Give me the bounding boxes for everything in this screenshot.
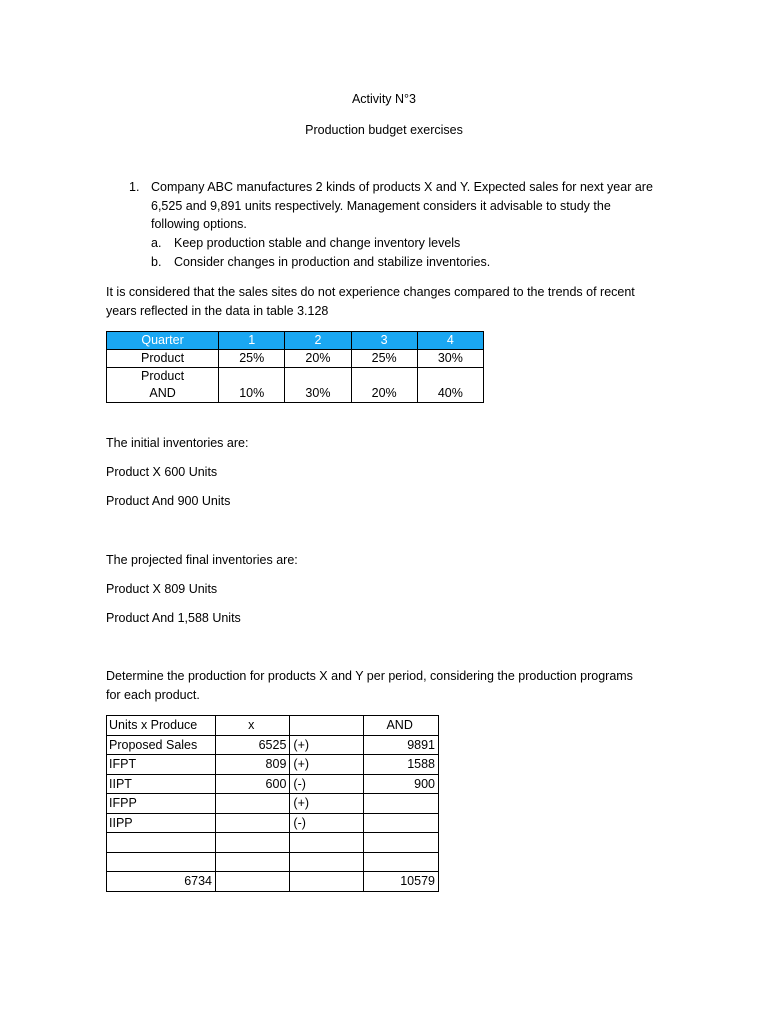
paragraph1-line-2: years reflected in the data in table 3.128 [106, 304, 329, 318]
table-row [107, 350, 484, 368]
table-cell [290, 833, 364, 853]
table-cell: 10579 [364, 872, 439, 892]
table-cell [107, 368, 219, 403]
table-header-row [107, 332, 484, 350]
table-cell: (+) [290, 794, 364, 814]
initial-y: Product And 900 Units [106, 494, 231, 508]
table-cell [364, 852, 439, 872]
table-header-cell [290, 716, 364, 736]
initial-heading: The initial inventories are: [106, 436, 249, 450]
table-cell [216, 833, 290, 853]
page-subtitle: Production budget exercises [305, 123, 463, 137]
table-cell: IFPP [107, 794, 216, 814]
table-row [107, 833, 439, 853]
table-cell [290, 852, 364, 872]
table-cell: 809 [216, 755, 290, 775]
table-cell: 900 [364, 774, 439, 794]
table-row [107, 368, 484, 403]
table-cell: Proposed Sales [107, 735, 216, 755]
table-cell [364, 833, 439, 853]
table-cell: IIPP [107, 813, 216, 833]
table-header-row [107, 716, 439, 736]
table-cell: IIPT [107, 774, 216, 794]
table-header-cell: 2 [285, 332, 351, 350]
table-cell [216, 813, 290, 833]
table-cell [107, 833, 216, 853]
table-cell [216, 852, 290, 872]
item-line-1: Company ABC manufactures 2 kinds of products X and Y. Expected sales for next year are [151, 180, 653, 194]
initial-x: Product X 600 Units [106, 465, 218, 479]
row-label-top: Product [141, 369, 185, 383]
table-cell [216, 794, 290, 814]
table-row [107, 852, 439, 872]
table-cell: Product [107, 350, 219, 368]
table-cell: 1588 [364, 755, 439, 775]
table-cell: (+) [290, 735, 364, 755]
table-cell: 25% [351, 350, 417, 368]
table-cell [364, 794, 439, 814]
table-header-cell: 1 [219, 332, 285, 350]
table-cell: 9891 [364, 735, 439, 755]
table-cell [107, 852, 216, 872]
table-cell [216, 872, 290, 892]
option-text-b: Consider changes in production and stabilize inventories. [174, 255, 491, 269]
table-cell: IFPT [107, 755, 216, 775]
paragraph2-line-2: for each product. [106, 688, 200, 702]
quarter-table [106, 331, 484, 403]
item-line-2: 6,525 and 9,891 units respectively. Management considers it advisable to study the [151, 199, 611, 213]
final-y: Product And 1,588 Units [106, 611, 241, 625]
table-cell: 20% [285, 350, 351, 368]
row-label-bottom: AND [149, 386, 176, 400]
item-line-3: following options. [151, 217, 247, 231]
table-cell: (-) [290, 774, 364, 794]
final-x: Product X 809 Units [106, 582, 218, 596]
table-header-cell: Quarter [107, 332, 219, 350]
table-row [107, 774, 439, 794]
table-cell: 600 [216, 774, 290, 794]
table-cell [364, 813, 439, 833]
table-cell: (+) [290, 755, 364, 775]
table-cell: 20% [351, 368, 417, 403]
table-cell: 30% [417, 350, 483, 368]
table-cell: 40% [417, 368, 483, 403]
paragraph1-line-1: It is considered that the sales sites do not experience changes compared to the trends of recent [106, 285, 635, 299]
table-row [107, 755, 439, 775]
final-heading: The projected final inventories are: [106, 553, 298, 567]
table-cell [290, 872, 364, 892]
table-header-cell: 3 [351, 332, 417, 350]
option-marker-a: a. [151, 236, 162, 250]
table-row [107, 735, 439, 755]
table-header-cell: AND [364, 716, 439, 736]
page-title: Activity N°3 [351, 92, 417, 106]
option-text-a: Keep production stable and change inventory levels [174, 236, 461, 250]
table-row [107, 813, 439, 833]
table-total-row [107, 872, 439, 892]
item-number: 1. [129, 180, 140, 194]
table-header-cell: 4 [417, 332, 483, 350]
table-cell: 30% [285, 368, 351, 403]
table-cell: 6525 [216, 735, 290, 755]
table-header-cell: Units x Produce [107, 716, 216, 736]
table-row [107, 794, 439, 814]
production-table [106, 715, 439, 892]
paragraph2-line-1: Determine the production for products X and Y per period, considering the production programs [106, 669, 633, 683]
option-marker-b: b. [151, 255, 162, 269]
table-cell: 25% [219, 350, 285, 368]
table-cell: (-) [290, 813, 364, 833]
table-header-cell: x [216, 716, 290, 736]
table-cell: 6734 [107, 872, 216, 892]
table-cell: 10% [219, 368, 285, 403]
